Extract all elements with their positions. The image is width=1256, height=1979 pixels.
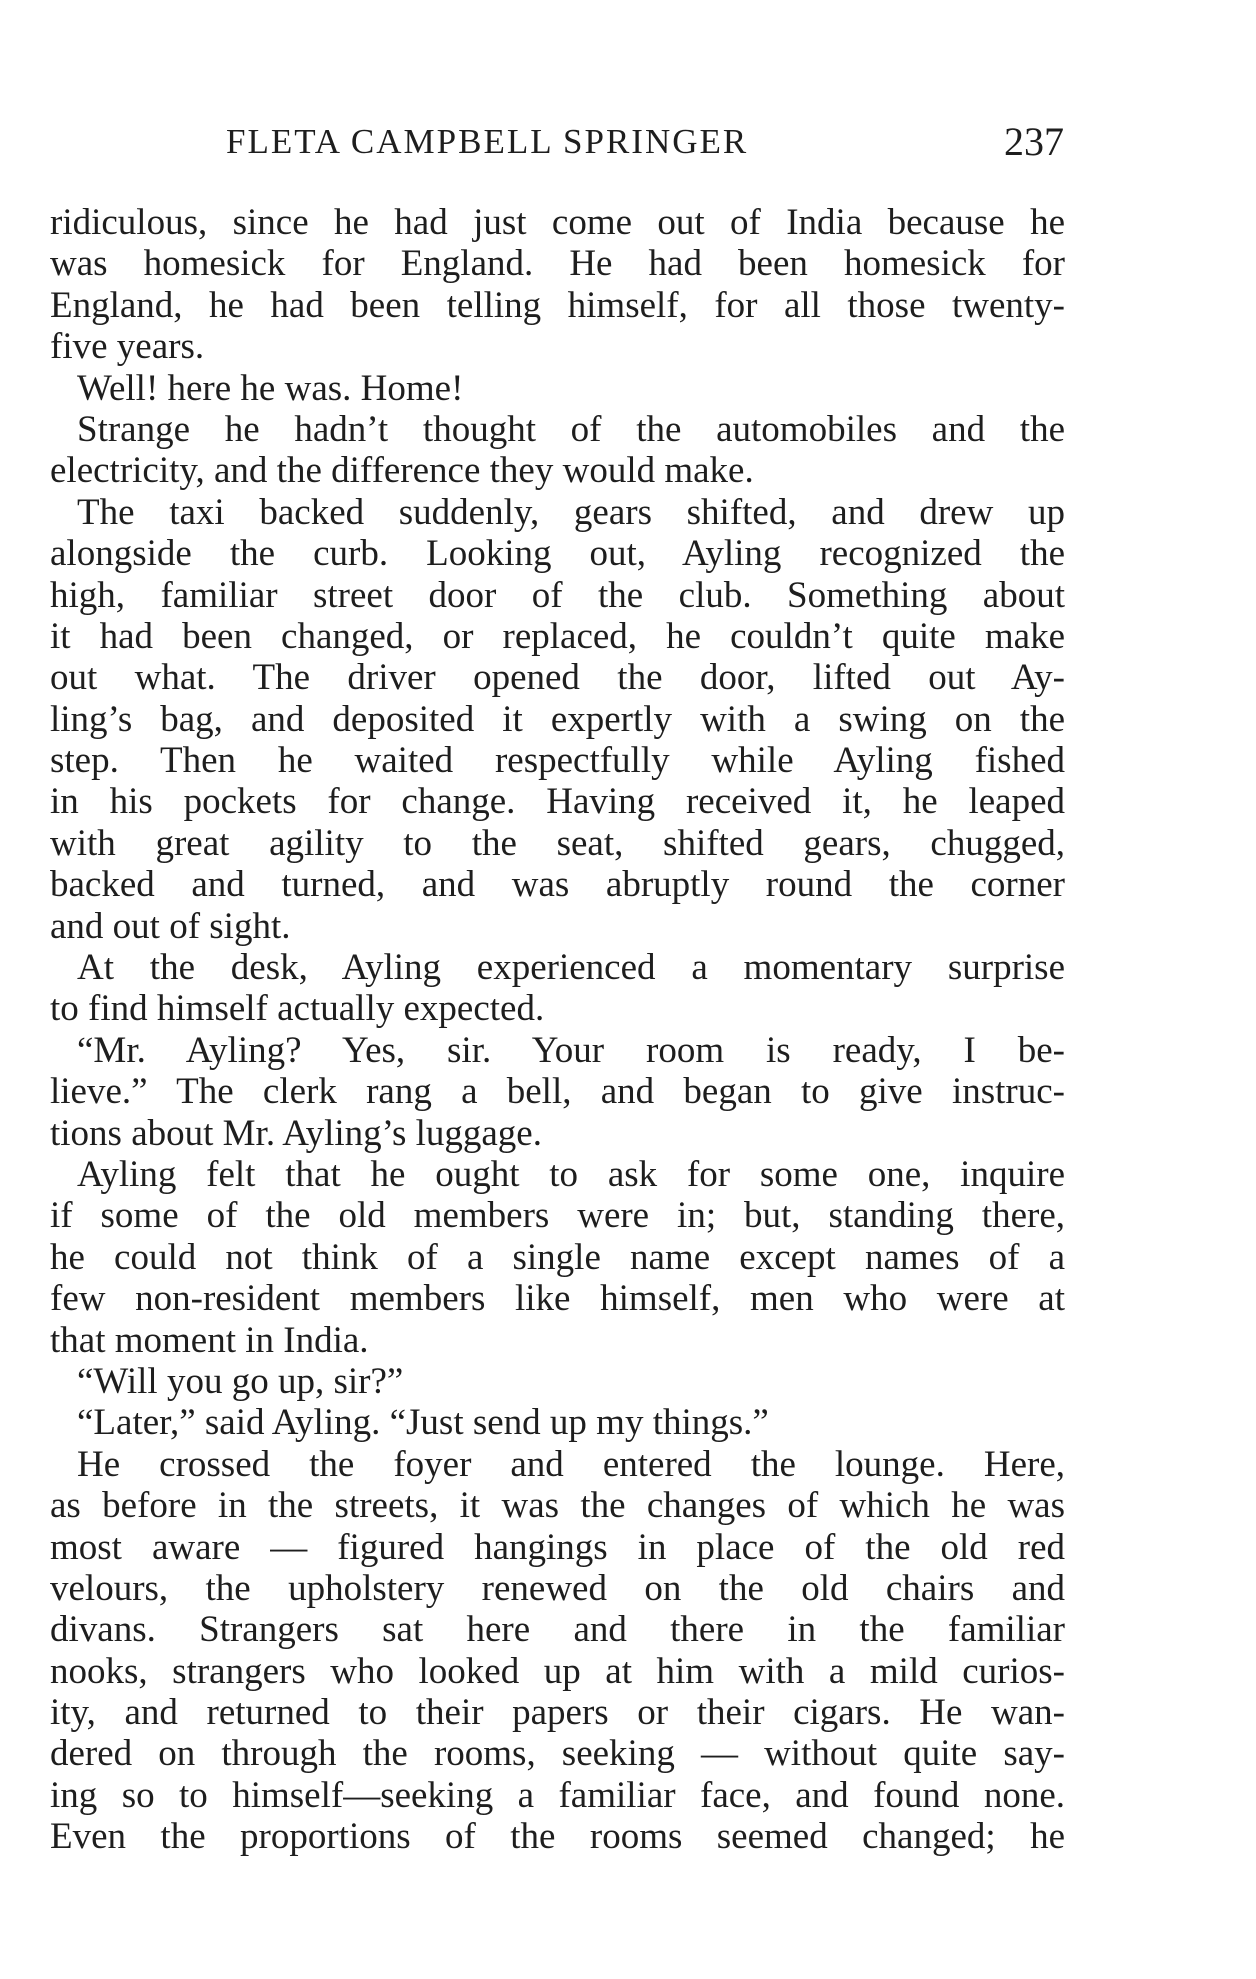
text-line: nooks, strangers who looked up at him with a mild curios- bbox=[50, 1650, 1065, 1692]
text-line: most aware — figured hangings in place of the old red bbox=[50, 1526, 1065, 1568]
text-line: dered on through the rooms, seeking — without quite say- bbox=[50, 1733, 1065, 1775]
text-line: high, familiar street door of the club. Something about bbox=[50, 574, 1065, 616]
page-number: 237 bbox=[1004, 119, 1064, 164]
text-line: backed and turned, and was abruptly round the corner bbox=[50, 864, 1065, 906]
text-line: ing so to himself—seeking a familiar face, and found none. bbox=[50, 1774, 1065, 1816]
text-line: he could not think of a single name except names of a bbox=[50, 1236, 1065, 1278]
text-line: tions about Mr. Ayling’s luggage. bbox=[50, 1112, 542, 1154]
text-line: Well! here he was. Home! bbox=[77, 367, 464, 409]
text-line: The taxi backed suddenly, gears shifted, and drew up bbox=[77, 491, 1065, 533]
text-line: step. Then he waited respectfully while Ayling fished bbox=[50, 740, 1065, 782]
text-line: “Mr. Ayling? Yes, sir. Your room is ready, I be- bbox=[77, 1029, 1065, 1071]
text-line: alongside the curb. Looking out, Ayling recognized the bbox=[50, 533, 1065, 575]
text-line: and out of sight. bbox=[50, 905, 291, 947]
text-line: with great agility to the seat, shifted gears, chugged, bbox=[50, 822, 1065, 864]
text-line: Strange he hadn’t thought of the automobiles and the bbox=[77, 408, 1065, 450]
text-line: as before in the streets, it was the changes of which he was bbox=[50, 1485, 1065, 1527]
text-line: five years. bbox=[50, 326, 205, 368]
text-line: “Will you go up, sir?” bbox=[77, 1360, 404, 1402]
text-line: out what. The driver opened the door, lifted out Ay- bbox=[50, 657, 1065, 699]
text-line: electricity, and the difference they would make. bbox=[50, 450, 754, 492]
text-line: lieve.” The clerk rang a bell, and began to give instruc- bbox=[50, 1071, 1065, 1113]
text-line: to find himself actually expected. bbox=[50, 988, 545, 1030]
text-line: ling’s bag, and deposited it expertly with a swing on the bbox=[50, 698, 1065, 740]
text-line: At the desk, Ayling experienced a momentary surprise bbox=[77, 947, 1065, 989]
text-line: “Later,” said Ayling. “Just send up my things.” bbox=[77, 1402, 769, 1444]
text-line: that moment in India. bbox=[50, 1319, 369, 1361]
body-text bbox=[50, 202, 1065, 1858]
text-line: in his pockets for change. Having received it, he leaped bbox=[50, 781, 1065, 823]
running-head bbox=[226, 118, 1064, 166]
text-line: England, he had been telling himself, for all those twenty- bbox=[50, 284, 1065, 326]
text-line: velours, the upholstery renewed on the old chairs and bbox=[50, 1567, 1065, 1609]
text-line: it had been changed, or replaced, he couldn’t quite make bbox=[50, 615, 1065, 657]
text-line: ridiculous, since he had just come out of India because he bbox=[50, 202, 1065, 243]
text-line: He crossed the foyer and entered the lounge. Here, bbox=[77, 1443, 1065, 1485]
text-line: was homesick for England. He had been homesick for bbox=[50, 243, 1065, 285]
text-line: few non-resident members like himself, men who were at bbox=[50, 1278, 1065, 1320]
text-line: Ayling felt that he ought to ask for some one, inquire bbox=[77, 1153, 1065, 1195]
running-title: FLETA CAMPBELL SPRINGER bbox=[226, 122, 749, 161]
text-line: Even the proportions of the rooms seemed changed; he bbox=[50, 1816, 1065, 1858]
text-line: ity, and returned to their papers or their cigars. He wan- bbox=[50, 1692, 1065, 1734]
text-line: divans. Strangers sat here and there in the familiar bbox=[50, 1609, 1065, 1651]
text-line: if some of the old members were in; but, standing there, bbox=[50, 1195, 1065, 1237]
